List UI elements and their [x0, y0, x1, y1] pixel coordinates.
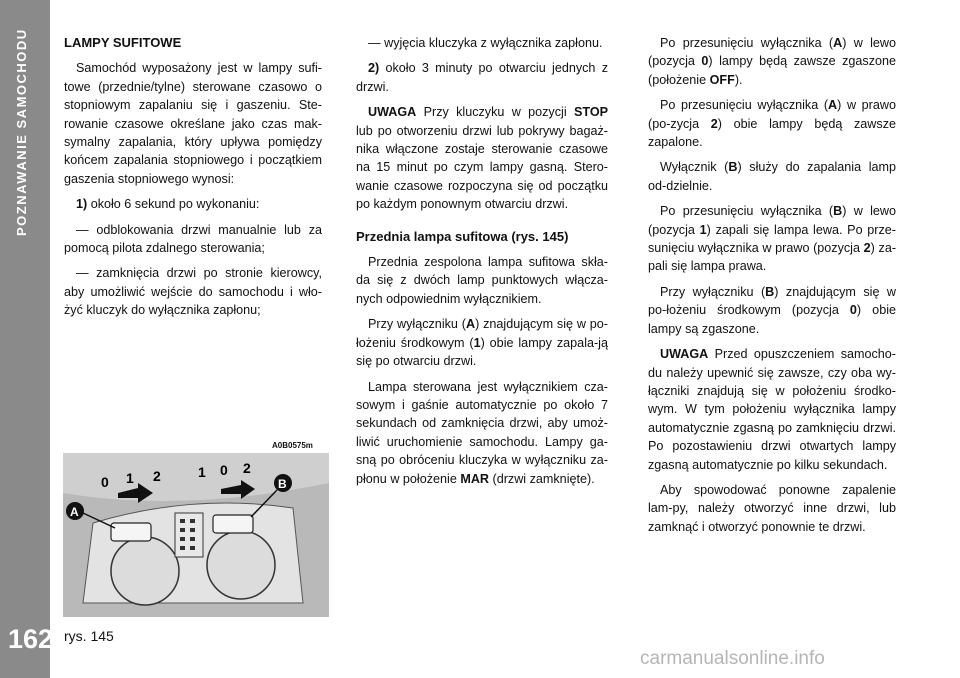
paragraph-note: UWAGA Przed opuszczeniem samocho-du należy upewnić się zawsze, czy oba wy-łączniki znajdują się w położeniu środko-wym. W tym położeniu wyłącznika lampy automatycznie zgasną po zamknięciu drzwi. Po pozostawieniu drzwi otwartych lampy zgasną automatycznie po kilku sekundach.: [648, 347, 896, 472]
scale-right-1: 1: [198, 464, 206, 480]
paragraph: Po przesunięciu wyłącznika (A) w prawo (po-zycja 2) obie lampy będą zawsze zapalone.: [648, 98, 896, 150]
left-lamp-lens: [111, 537, 179, 605]
column-2: [356, 34, 608, 495]
page-number: 162: [8, 624, 54, 654]
switch-a: [111, 523, 151, 541]
heading-lampy-sufitowe: LAMPY SUFITOWE: [64, 35, 182, 50]
column-3: [648, 34, 896, 543]
paragraph: Po przesunięciu wyłącznika (B) w lewo (pozycja 1) zapali się lampa lewa. Po prze-sunięciu wyłącznika w prawo (pozycja 2) za-pali się lampa prawa.: [648, 204, 897, 274]
scale-right-0: 0: [220, 462, 228, 478]
paragraph: Samochód wyposażony jest w lampy sufi-towe (przednie/tylne) sterowane czasowo o stopniowym zapalaniu się i gaszeniu. Ste-rowanie czasowe określane jako czas mak-symalny zapalania, który upływa pomiędzy końcem zapalania stopniowego i początkiem gaszenia stopniowego wynosi:: [64, 61, 322, 186]
scale-right-2: 2: [243, 460, 251, 476]
note-label: UWAGA: [368, 105, 417, 120]
section-title: POZNAWANIE SAMOCHODU: [14, 28, 29, 236]
item-number: 1): [76, 197, 88, 212]
watermark: carmanualsonline.info: [640, 648, 825, 669]
figure-roof-lamp: [63, 453, 329, 617]
paragraph-note: UWAGA Przy kluczyku w pozycji STOP lub po otworzeniu drzwi lub pokrywy bagaż-nika włączone zostaje sterowanie czasowe na 15 minut po czym lampy gasną. Stero-wanie czasowe rozpoczyna się od początku po każdym ponownym otwarciu drzwi.: [356, 105, 609, 212]
paragraph: Aby spowodować ponowne zapalenie lam-py, należy otworzyć inne drzwi, lub zamknąć i otworzyć ponownie te drzwi.: [648, 482, 896, 534]
label-a: A: [70, 505, 79, 519]
label-b: B: [278, 477, 287, 491]
item-number: 2): [368, 61, 380, 76]
note-label: UWAGA: [660, 347, 709, 362]
paragraph: Przy wyłączniku (B) znajdującym się w po-łożeniu środkowym (pozycja 0) obie lampy są zgaszone.: [648, 284, 896, 336]
figure-code: A0B0575m: [272, 441, 313, 450]
switch-b: [213, 515, 253, 533]
center-grille: [175, 513, 203, 557]
roof-lamp-illustration: [63, 453, 329, 617]
column-1: [64, 34, 322, 327]
paragraph: Wyłącznik (B) służy do zapalania lamp od-dzielnie.: [648, 160, 897, 193]
paragraph: — wyjęcia kluczyka z wyłącznika zapłonu.: [368, 36, 603, 50]
paragraph: Lampa sterowana jest wyłącznikiem cza-sowym i gaśnie automatycznie po około 7 sekundach od zamknięcia drzwi, aby umoż-liwić uruchomienie samochodu. Lampy ga-sną po obróceniu kluczyka w wyłączniku za-płonu w położenie MAR (drzwi zamknięte).: [356, 379, 608, 486]
paragraph: 2) około 3 minuty po otwarciu jednych z drzwi.: [356, 61, 609, 94]
paragraph: Przy wyłączniku (A) znajdującym się w po-łożeniu środkowym (1) obie lampy zapala-ją się po otwarciu drzwi.: [356, 317, 608, 369]
scale-left-0: 0: [101, 474, 109, 490]
figure-caption: rys. 145: [64, 628, 114, 644]
sidebar: [0, 0, 54, 678]
paragraph: — odblokowania drzwi manualnie lub za pomocą pilota zdalnego sterowania;: [64, 222, 322, 256]
right-lamp-lens: [207, 531, 275, 599]
heading-przednia-lampa: Przednia lampa sufitowa (rys. 145): [356, 228, 569, 244]
paragraph: Po przesunięciu wyłącznika (A) w lewo (pozycja 0) lampy będą zawsze zgaszone (położenie OFF).: [648, 36, 896, 87]
scale-left-2: 2: [153, 468, 161, 484]
paragraph: Przednia zespolona lampa sufitowa skła-da się z dwóch lamp punktowych włącza-nych odpowiednim wyłącznikiem.: [356, 255, 608, 306]
paragraph: — zamknięcia drzwi po stronie kierowcy, aby umożliwić wejście do samochodu i wło-żyć kluczyk do wyłącznika zapłonu;: [64, 266, 322, 318]
scale-left-1: 1: [126, 470, 134, 486]
paragraph: 1) około 6 sekund po wykonaniu:: [76, 197, 260, 212]
